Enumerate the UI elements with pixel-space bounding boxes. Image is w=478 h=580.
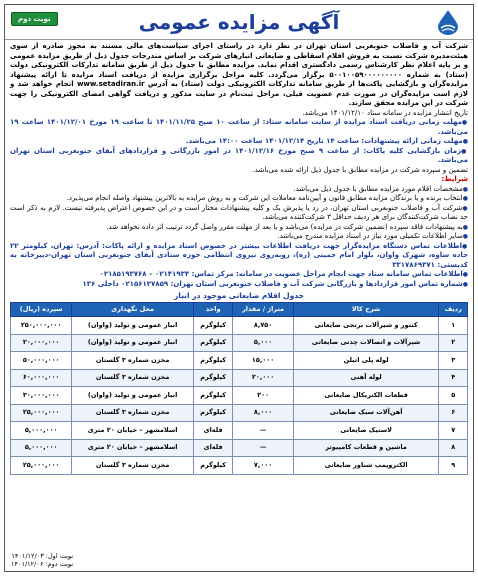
cell-location: مخزن شماره ۳ گلستان <box>72 369 194 387</box>
cell-location: انبار عمومی و تولید (واوان) <box>72 387 194 405</box>
publication-dates <box>11 552 73 568</box>
items-table-body <box>11 317 468 475</box>
col-quantity: متراژ / مقدار <box>233 302 293 317</box>
contact-auctioneer: ● اطلاعات تماس دستگاه مزایده‌گزار جهت دریافت اطلاعات بیشتر در خصوص اسناد مزایده و ارائه پاکات: آدرس: تهران، کیلومتر ۲۲ جاده ساوه، شهرک واوان، بلوار امام خمینی (ره)، روبه‌روی نیروی انتظامی حوزه ستادی آبفای جنوبغربی استان تهران-دبیرخانه به کدپستی: ۳۳۱۷۸۶۹۳۷۱ <box>10 242 468 271</box>
cell-quantity: ۲۰۰ <box>233 387 293 405</box>
guarantee-note: تضمین و سپرده شرکت در مزایده مطابق با جدول ذیل ارائه شده می‌باشد. <box>252 165 468 174</box>
cell-quantity: ۵,۰۰۰ <box>233 334 293 352</box>
cell-row-number: ۳ <box>439 352 468 370</box>
cell-row-number: ۱ <box>439 317 468 335</box>
table-row <box>11 369 468 387</box>
items-table <box>10 302 468 475</box>
cell-quantity: ۲۰,۰۰۰ <box>233 369 293 387</box>
first-round-date: نوبت اول: ۱۴۰۱/۱۲/۰۳ <box>11 552 74 560</box>
table-row <box>11 352 468 370</box>
condition-1: ● مشخصات اقلام مورد مزایده مطابق با جدول ذیل می‌باشد. <box>10 185 468 195</box>
cell-row-number: ۹ <box>439 457 468 475</box>
cell-row-number: ۵ <box>439 387 468 405</box>
contact-contracts: ● شماره تماس امور قراردادها و بازرگانی شرکت آب و فاضلاب جنوبغربی استان تهران: ۰۲۱۵۶۱۲۷۸۵۹ داخلی ۱۳۶ <box>10 280 468 290</box>
cell-location: انبار عمومی و تولید (واوان) <box>72 334 194 352</box>
cell-row-number: ۷ <box>439 422 468 440</box>
cell-description: لوله آهنی <box>293 369 439 387</box>
round-badge: نوبت دوم <box>11 12 58 26</box>
condition-5: ● سایر اطلاعات تکمیلی مورد نیاز در اسناد مزایده مندرج می‌باشد. <box>10 232 468 242</box>
cell-location: اسلامشهر – خیابان ۲۰ متری <box>72 422 194 440</box>
cell-deposit: ۲۰,۰۰۰,۰۰۰ <box>11 334 72 352</box>
cell-unit: کیلوگرم <box>193 317 232 335</box>
cell-description: الکتروپمپ شناور ضایعاتی <box>293 457 439 475</box>
cell-description: شیرآلات و اتصالات چدنی ضایعاتی <box>293 334 439 352</box>
deadline-offers: ● مهلت زمانی ارائه پیشنهادات: ساعت ۱۴ تاریخ ۱۴۰۱/۱۲/۱۴ ساعت ۱۴:۰۰ می‌باشد. <box>10 137 468 147</box>
cell-quantity: ۸,۰۰۰ <box>233 404 293 422</box>
notice-body <box>5 40 473 475</box>
table-row <box>11 317 468 335</box>
cell-deposit: ۲۵,۰۰۰,۰۰۰ <box>11 457 72 475</box>
page-title: آگهی مزایده عمومی <box>138 10 340 34</box>
intro-paragraph: شرکت آب و فاضلاب جنوبغربی استان تهران در نظر دارد در راستای اجرای سیاست‌های مالی مستند به مجوز صادره از سوی هیئت‌مدیره شرکت نسبت به فروش اقلام اسقاطی و ضایعاتی انبارهای شرکت بر اساس مندرجات جدول ذیل از طریق مزایده عمومی و بر پایه اعلام نظر کارشناس رسمی دادگستری اقدام نماید. مزایده مطابق با جدول ذیل از طریق سامانه تدارکات الکترونیکی دولت (ستاد) به شماره ۵۰۰۱۰۰۵۹۰۰۰۰۰۰۰۰۰ برگزار می‌گردد. کلیه مراحل برگزاری مزایده از دریافت اسناد مزایده تا ارائه پیشنهاد مزایده‌گران و بازگشایی پاکت‌ها از طریق سامانه تدارکات الکترونیکی دولت (ستاد) به آدرس www.setadiran.ir انجام خواهد شد و لازم است مزایده‌گران در صورت عدم عضویت قبلی، مراحل ثبت‌نام در سایت مذکور و دریافت گواهی امضای الکترونیکی را جهت شرکت در این مزایده محقق سازند. <box>10 42 468 107</box>
cell-unit: فله‌ای <box>193 439 232 457</box>
cell-quantity: ۸,۷۵۰ <box>233 317 293 335</box>
cell-description: کنتور و شیرآلات برنجی ضایعاتی <box>293 317 439 335</box>
cell-location: مخزن شماره ۳ گلستان <box>72 457 194 475</box>
cell-deposit: ۳۰,۰۰۰,۰۰۰ <box>11 387 72 405</box>
second-round-date: نوبت دوم: ۱۴۰۱/۱۲/۰۶ <box>11 560 74 568</box>
cell-description: آهن‌آلات سبک ضایعاتی <box>293 404 439 422</box>
cell-deposit: ۵۰,۰۰۰,۰۰۰ <box>11 352 72 370</box>
cell-description: ماشین و قطعات کامپیوتر <box>293 439 439 457</box>
table-row <box>11 404 468 422</box>
cell-deposit: ۶۰,۰۰۰,۰۰۰ <box>11 369 72 387</box>
cell-row-number: ۸ <box>439 439 468 457</box>
col-row-number: ردیف <box>439 302 468 317</box>
cell-deposit: ۲۵۰,۰۰۰,۰۰۰ <box>11 317 72 335</box>
deadline-docs: ● مهلت زمانی دریافت اسناد مزایده از سایت سامانه ستاد: از ساعت ۱۰ صبح ۱۴۰۱/۱۱/۲۵ تا ساعت ۱۹ مورخ ۱۴۰۱/۱۲/۰۱ ساعت ۱۹ می‌باشد. <box>10 118 468 137</box>
cell-quantity: ۱۵,۰۰۰ <box>233 352 293 370</box>
auction-notice <box>4 4 474 572</box>
cell-unit: فله‌ای <box>193 422 232 440</box>
notice-header <box>5 5 473 40</box>
cell-unit: کیلوگرم <box>193 387 232 405</box>
cell-quantity: ۷,۰۰۰ <box>233 457 293 475</box>
cell-unit: کیلوگرم <box>193 369 232 387</box>
table-row <box>11 457 468 475</box>
cell-unit: کیلوگرم <box>193 352 232 370</box>
cell-location: مخزن شماره ۳ گلستان <box>72 404 194 422</box>
cell-quantity: — <box>233 422 293 440</box>
condition-3: ● شرکت آب و فاضلاب جنوبغربی استان تهران، در رد یا پذیرش یک و کلیه پیشنهادات مختار است و در این خصوص اعتراض پذیرفته نیست. لازم به ذکر است حد نصاب شرکت‌کنندگان برای هر ردیف حداقل ۳ شرکت‌کننده می‌باشد. <box>10 204 468 223</box>
cell-deposit: ۵,۰۰۰,۰۰۰ <box>11 439 72 457</box>
cell-location: اسلامشهر – خیابان ۲۰ متری <box>72 439 194 457</box>
col-deposit: سپرده (ریال) <box>11 302 72 317</box>
contact-setad: ● اطلاعات تماس سامانه ستاد جهت انجام مراحل عضویت در سامانه: مرکز تماس: ۰۲۱۴۱۹۳۴ – ۰۲۱۸۵۱۹۳۷۶۸ <box>10 270 468 280</box>
table-header-row <box>11 302 468 317</box>
cell-unit: کیلوگرم <box>193 334 232 352</box>
cell-description: لاستیک ضایعاتی <box>293 422 439 440</box>
opening-time: ● زمان بازگشایی کلیه پاکات: از ساعت ۹ صبح مورخ ۱۴۰۱/۱۲/۱۶ در امور بازرگانی و قراردادهای آبفای جنوبغربی استان تهران می‌باشد. <box>10 147 468 166</box>
publish-date: تاریخ انتشار مزایده در سامانه ستاد ۱۴۰۱/۱۲/۱۰ می‌باشد. <box>302 108 468 117</box>
water-drop-logo-icon <box>431 8 465 36</box>
cell-row-number: ۲ <box>439 334 468 352</box>
col-description: شرح کالا <box>293 302 439 317</box>
cell-location: انبار عمومی و تولید (واوان) <box>72 317 194 335</box>
table-row <box>11 439 468 457</box>
col-location: محل نگهداری <box>72 302 194 317</box>
cell-location: مخزن شماره ۳ گلستان <box>72 352 194 370</box>
condition-4: ● به پیشنهادات فاقد سپرده (تضمین شرکت در مزایده) می‌باشد و یا بعد از مهلت مقرر واصل گردد ترتیب اثر داده نخواهد شد. <box>10 223 468 233</box>
cell-deposit: ۲۵,۰۰۰,۰۰۰ <box>11 404 72 422</box>
cell-description: لوله پلی اتیلن <box>293 352 439 370</box>
table-row <box>11 422 468 440</box>
cell-deposit: ۵,۰۰۰,۰۰۰ <box>11 422 72 440</box>
condition-2: ● انتخاب برنده و یا برندگان مزایده مطابق قانون و آیین‌نامه معاملات این شرکت و به روش مزایده به بالاترین پیشنهاد واصله انجام می‌پذیرد. <box>10 194 468 204</box>
conditions-heading: شرایط: <box>441 175 468 183</box>
table-row <box>11 387 468 405</box>
table-row <box>11 334 468 352</box>
col-unit: واحد <box>193 302 232 317</box>
cell-description: قطعات الکتریکال ضایعاتی <box>293 387 439 405</box>
cell-quantity: — <box>233 439 293 457</box>
cell-row-number: ۴ <box>439 369 468 387</box>
table-caption: جدول اقلام ضایعاتی موجود در انبار <box>173 291 305 300</box>
cell-unit: کیلوگرم <box>193 457 232 475</box>
cell-row-number: ۶ <box>439 404 468 422</box>
cell-unit: کیلوگرم <box>193 404 232 422</box>
